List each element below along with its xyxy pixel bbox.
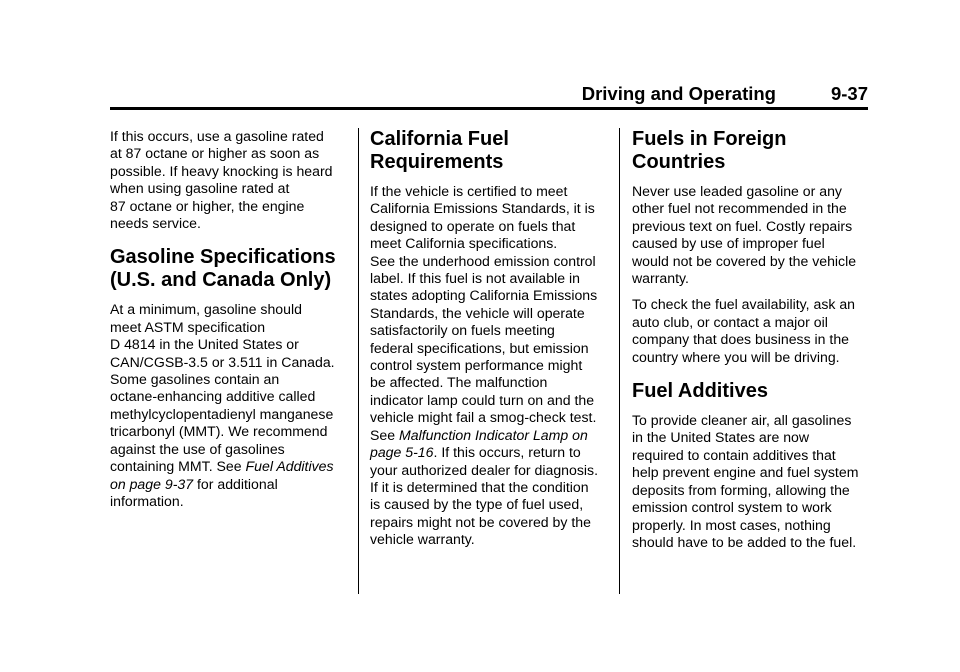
text-line: federal specifications, but emission: [370, 339, 589, 356]
text-line: country where you will be driving.: [632, 348, 840, 365]
heading-line: Countries: [632, 151, 726, 173]
cross-reference-link[interactable]: Fuel Additives: [245, 458, 334, 475]
text-line: Never use leaded gasoline or any: [632, 183, 842, 199]
text-line: 87 octane or higher, the engine: [110, 197, 305, 214]
text-line: help prevent engine and fuel system: [632, 464, 859, 481]
text-line: previous text on fuel. Costly repairs: [632, 217, 853, 234]
text-line: meet California specifications.: [370, 235, 558, 252]
text-line: methylcyclopentadienyl manganese: [110, 405, 334, 422]
column-1: [110, 128, 342, 519]
text-line: satisfactorily on fuels meeting: [370, 322, 555, 339]
text-line: If the vehicle is certified to meet: [370, 183, 568, 199]
paragraph: [632, 296, 864, 366]
heading-line: (U.S. and Canada Only): [110, 269, 332, 292]
text-line: D 4814 in the United States or: [110, 336, 299, 353]
text-segment: for additional: [193, 475, 278, 492]
text-line: If it is determined that the condition: [370, 478, 589, 495]
text-line: To check the fuel availability, ask an: [632, 296, 856, 313]
text-line: states adopting California Emissions: [370, 287, 598, 304]
paragraph: [110, 128, 342, 232]
text-line: label. If this fuel is not available in: [370, 270, 580, 287]
text-segment: containing MMT. See: [110, 458, 246, 475]
text-line: designed to operate on fuels that: [370, 217, 576, 234]
text-line: repairs might not be covered by the: [370, 513, 591, 530]
text-line: tricarbonyl (MMT). We recommend: [110, 423, 328, 440]
heading-line: California Fuel: [370, 128, 509, 150]
text-line: against the use of gasolines: [110, 440, 285, 457]
section-heading: [370, 128, 602, 174]
text-line: meet ASTM specification: [110, 318, 266, 335]
section-heading: [632, 380, 864, 403]
text-line: at 87 octane or higher as soon as: [110, 145, 320, 162]
column-2: [370, 128, 602, 558]
cross-reference-link[interactable]: page 5-16: [370, 444, 434, 461]
text-line: company that does business in the: [632, 331, 850, 348]
text-line: [110, 476, 278, 492]
text-line: [370, 427, 588, 443]
text-line: information.: [110, 492, 184, 509]
text-line: in the United States are now: [632, 429, 810, 446]
column-3: [632, 128, 864, 560]
text-line: To provide cleaner air, all gasolines: [632, 412, 852, 429]
text-segment: . If this occurs, return to: [433, 444, 581, 461]
page-header: [110, 83, 868, 110]
paragraph: [632, 183, 864, 287]
text-line: If this occurs, use a gasoline rated: [110, 128, 324, 144]
text-line: be affected. The malfunction: [370, 374, 548, 391]
text-line: Standards, the vehicle will operate: [370, 304, 585, 321]
text-line: control system performance might: [370, 357, 583, 374]
heading-line: Requirements: [370, 151, 504, 173]
column-divider: [358, 128, 359, 594]
text-line: should have to be added to the fuel.: [632, 533, 857, 550]
text-line: deposits from forming, allowing the: [632, 481, 850, 498]
paragraph: [370, 183, 602, 549]
text-line: vehicle might fail a smog-check test.: [370, 409, 597, 426]
text-line: would not be covered by the vehicle: [632, 252, 857, 269]
text-line: when using gasoline rated at: [110, 180, 290, 197]
text-line: [110, 458, 334, 474]
heading-line: Gasoline Specifications: [110, 246, 336, 269]
text-line: is caused by the type of fuel used,: [370, 496, 584, 513]
text-line: warranty.: [632, 270, 689, 287]
section-heading: [110, 246, 342, 292]
text-line: octane-enhancing additive called: [110, 388, 316, 405]
heading-line: Fuels in Foreign: [632, 128, 787, 150]
text-line: required to contain additives that: [632, 446, 836, 463]
heading-line: Fuel Additives: [632, 380, 768, 403]
text-line: CAN/CGSB-3.5 or 3.511 in Canada.: [110, 353, 335, 370]
paragraph: [110, 301, 342, 510]
text-line: emission control system to work: [632, 499, 832, 516]
column-divider: [619, 128, 620, 594]
text-line: caused by use of improper fuel: [632, 235, 825, 252]
text-line: auto club, or contact a major oil: [632, 313, 828, 330]
paragraph: [632, 412, 864, 551]
section-title: Driving and Operating: [581, 83, 776, 104]
cross-reference-link[interactable]: on page 9-37: [110, 475, 194, 492]
text-line: other fuel not recommended in the: [632, 200, 847, 217]
text-line: California Emissions Standards, it is: [370, 200, 595, 217]
section-heading: [632, 128, 864, 174]
text-line: indicator lamp could turn on and the: [370, 391, 595, 408]
text-line: See the underhood emission control: [370, 252, 596, 269]
page-number: 9-37: [830, 83, 868, 104]
text-line: properly. In most cases, nothing: [632, 516, 831, 533]
text-line: vehicle warranty.: [370, 531, 475, 548]
cross-reference-link[interactable]: Malfunction Indicator Lamp on: [399, 426, 588, 443]
text-line: needs service.: [110, 215, 201, 232]
text-line: At a minimum, gasoline should: [110, 301, 302, 318]
text-line: possible. If heavy knocking is heard: [110, 162, 333, 179]
text-line: your authorized dealer for diagnosis.: [370, 461, 598, 478]
text-line: Some gasolines contain an: [110, 371, 280, 388]
text-segment: See: [370, 426, 399, 443]
text-line: [370, 444, 581, 460]
